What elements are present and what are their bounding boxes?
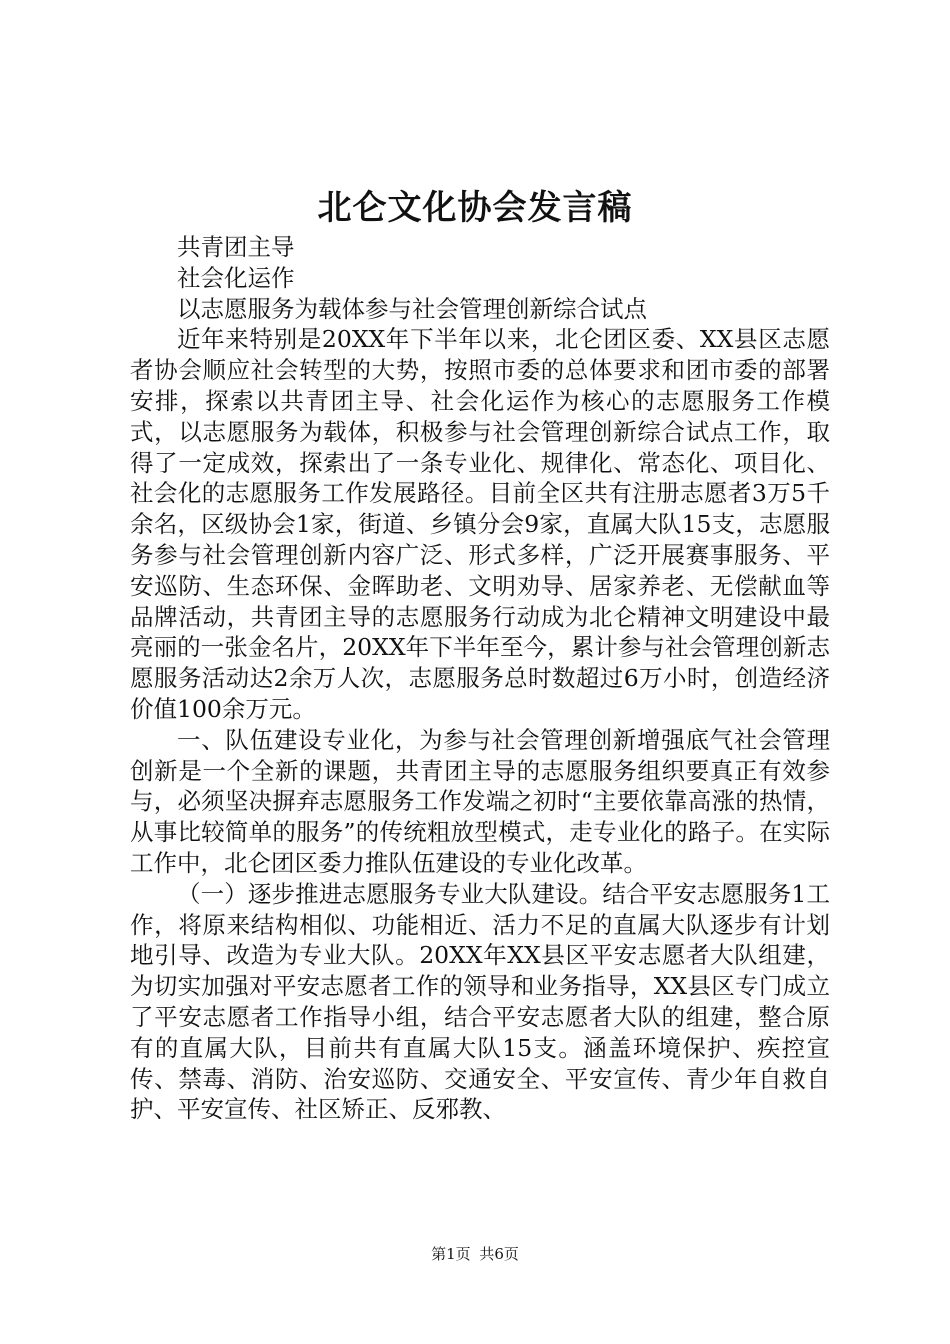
paragraph: （一）逐步推进志愿服务专业大队建设。结合平安志愿服务1工作，将原来结构相似、功能相近、活力不足的直属大队逐步有计划地引导、改造为专业大队。20XX年XX县区平安志愿者大队组建，为切实加强对平安志愿者工作的领导和业务指导，XX县区专门成立了平安志愿者工作指导小组，结合平安志愿者大队的组建，整合原有的直属大队，目前共有直属大队15支。涵盖环境保护、疾控宣传、禁毒、消防、治安巡防、交通安全、平安宣传、青少年自救自护、平安宣传、社区矫正、反邪教、	[130, 879, 830, 1124]
paragraph: 近年来特别是20XX年下半年以来，北仑团区委、XX县区志愿者协会顺应社会转型的大势，按照市委的总体要求和团市委的部署安排，探索以共青团主导、社会化运作为核心的志愿服务工作模式，以志愿服务为载体，积极参与社会管理创新综合试点工作，取得了一定成效，探索出了一条专业化、规律化、常态化、项目化、社会化的志愿服务工作发展路径。目前全区共有注册志愿者3万5千余名，区级协会1家，街道、乡镇分会9家，直属大队15支，志愿服务参与社会管理创新内容广泛、形式多样，广泛开展赛事服务、平安巡防、生态环保、金晖助老、文明劝导、居家养老、无偿献血等品牌活动，共青团主导的志愿服务行动成为北仑精神文明建设中最亮丽的一张金名片，20XX年下半年至今，累计参与社会管理创新志愿服务活动达2余万人次，志愿服务总时数超过6万小时，创造经济价值100余万元。	[130, 325, 830, 723]
document-body	[130, 232, 830, 1125]
paragraph: 以志愿服务为载体参与社会管理创新综合试点	[177, 294, 647, 323]
page-number: 第1页	[431, 1245, 471, 1263]
document-title: 北仑文化协会发言稿	[317, 188, 633, 228]
paragraph: 一、队伍建设专业化，为参与社会管理创新增强底气社会管理创新是一个全新的课题，共青团主导的志愿服务组织要真正有效参与，必须坚决摒弃志愿服务工作发端之初时“主要依靠高涨的热情，从事比较简单的服务”的传统粗放型模式，走专业化的路子。在实际工作中，北仑团区委力推队伍建设的专业化改革。	[130, 725, 830, 877]
paragraph: 社会化运作	[177, 263, 295, 292]
page-count: 共6页	[479, 1245, 519, 1263]
page-footer	[0, 1244, 950, 1264]
paragraph: 共青团主导	[177, 233, 295, 261]
